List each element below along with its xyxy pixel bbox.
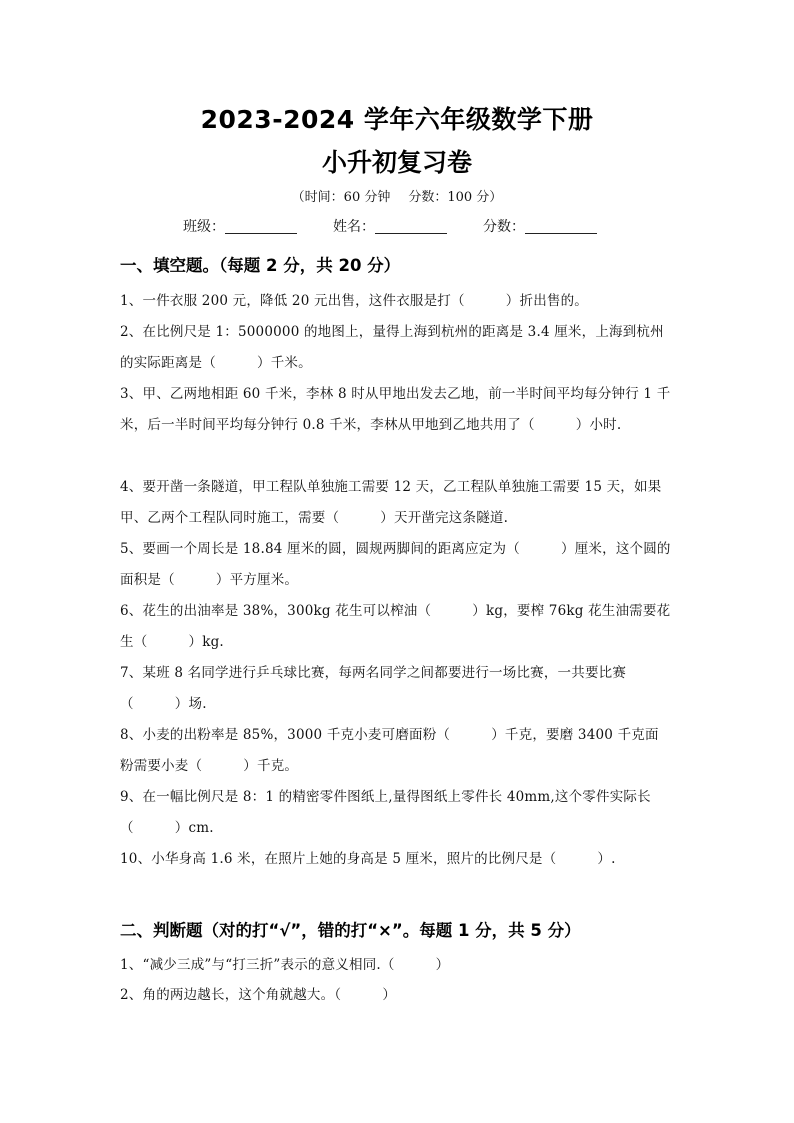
question-7: 7、某班 8 名同学进行乒乓球比赛，每两名同学之间都要进行一场比赛，一共要比赛（ ）场. <box>120 665 627 712</box>
exam-title: 2023-2024 学年六年级数学下册 <box>200 105 594 134</box>
student-info-row <box>183 216 633 236</box>
total-score: 分数：100 分） <box>408 190 503 205</box>
question-3: 3、甲、乙两地相距 60 千米，李林 8 时从甲地出发去乙地，前一半时间平均每分钟行 1 千米，后一半时间平均每分钟行 0.8 千米，李林从甲地到乙地共用了（ ）小时. <box>120 386 671 433</box>
question-4: 4、要开凿一条隧道，甲工程队单独施工需要 12 天，乙工程队单独施工需要 15 天，如果甲、乙两个工程队同时施工，需要（ ）天开凿完这条隧道. <box>120 479 662 526</box>
time-limit: （时间：60 分钟 <box>291 190 391 205</box>
score-label: 分数： <box>483 219 525 235</box>
exam-subtitle: 小升初复习卷 <box>321 148 472 177</box>
exam-meta <box>0 186 794 205</box>
question-8: 8、小麦的出粉率是 85%，3000 千克小麦可磨面粉（ ）千克，要磨 3400 千克面粉需要小麦（ ）千克。 <box>120 727 659 774</box>
name-label: 姓名： <box>333 219 375 235</box>
question-10: 10、小华身高 1.6 米，在照片上她的身高是 5 厘米，照片的比例尺是（ ）. <box>120 851 616 867</box>
class-blank[interactable] <box>225 219 297 234</box>
name-blank[interactable] <box>375 219 447 234</box>
question-6: 6、花生的出油率是 38%，300kg 花生可以榨油（ ）kg，要榨 76kg 花生油需要花生（ ）kg. <box>120 603 671 650</box>
question-9: 9、在一幅比例尺是 8：1 的精密零件图纸上,量得图纸上零件长 40mm,这个零件实际长（ ）cm. <box>120 789 651 836</box>
class-label: 班级： <box>183 219 225 235</box>
question-5: 5、要画一个周长是 18.84 厘米的圆，圆规两脚间的距离应定为（ ）厘米，这个圆的面积是（ ）平方厘米。 <box>120 541 671 588</box>
question-1: 1、一件衣服 200 元，降低 20 元出售，这件衣服是打（ ）折出售的。 <box>120 293 588 309</box>
section-heading-fill-blank: 一、填空题。（每题 2 分，共 20 分） <box>120 256 401 275</box>
section-heading-true-false: 二、判断题（对的打“√”，错的打“×”。每题 1 分，共 5 分） <box>120 921 581 940</box>
tf-question-1: 1、“减少三成”与“打三折”表示的意义相同.（ ） <box>120 957 450 973</box>
tf-question-2: 2、角的两边越长，这个角就越大。（ ） <box>120 987 397 1003</box>
question-2: 2、在比例尺是 1：5000000 的地图上，量得上海到杭州的距离是 3.4 厘米，上海到杭州的实际距离是（ ）千米。 <box>120 324 664 371</box>
score-blank[interactable] <box>525 219 597 234</box>
